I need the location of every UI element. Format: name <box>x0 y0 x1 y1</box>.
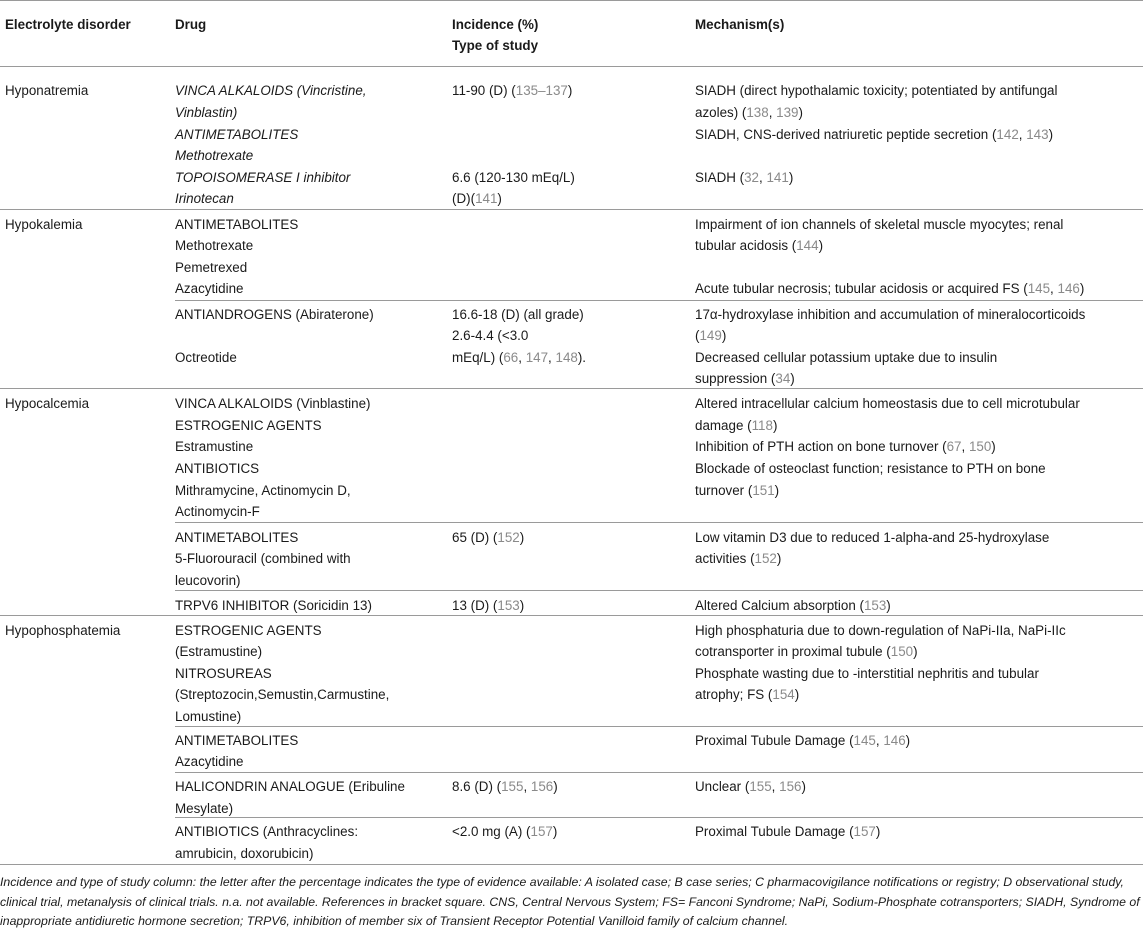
reference-link[interactable]: 147 <box>525 350 549 365</box>
cell-text: ) <box>553 779 558 794</box>
cell-mechanism <box>695 325 726 347</box>
cell-mechanism <box>695 458 1046 480</box>
cell-text: Proximal Tubule Damage ( <box>695 733 854 748</box>
cell-text: TRPV6 INHIBITOR (Soricidin 13) <box>175 598 372 613</box>
cell-text: ANTIBIOTICS <box>175 461 260 476</box>
reference-link[interactable]: 141 <box>766 170 789 185</box>
reference-link[interactable]: 66 <box>503 350 519 365</box>
reference-link[interactable]: 149 <box>699 328 722 343</box>
cell-text: ) <box>772 418 778 433</box>
subrow-rule <box>175 772 1143 773</box>
cell-text: , <box>1018 127 1027 142</box>
reference-link[interactable]: 32 <box>744 170 760 185</box>
cell-text: Azacytidine <box>175 281 244 296</box>
cell-text: (Estramustine) <box>175 644 263 659</box>
reference-link[interactable]: 157 <box>853 824 876 839</box>
cell-drug <box>175 570 241 592</box>
cell-text: turnover ( <box>695 483 753 498</box>
cell-text: Estramustine <box>175 439 254 454</box>
reference-link[interactable]: 142 <box>996 127 1019 142</box>
reference-link[interactable]: 146 <box>1057 281 1080 296</box>
cell-text: Azacytidine <box>175 754 244 769</box>
cell-drug <box>175 145 253 167</box>
cell-disorder <box>5 80 88 102</box>
cell-drug <box>175 776 405 798</box>
cell-text: ) <box>1048 127 1054 142</box>
reference-link[interactable]: 157 <box>530 824 553 839</box>
cell-text: ) <box>567 83 573 98</box>
cell-text: ) <box>886 598 891 613</box>
cell-mechanism <box>695 821 880 843</box>
cell-text: SIADH ( <box>695 170 745 185</box>
cell-drug <box>175 80 367 102</box>
cell-drug <box>175 480 351 502</box>
cell-disorder <box>5 214 82 236</box>
cell-drug <box>175 663 272 685</box>
cell-text: 13 (D) ( <box>452 598 498 613</box>
reference-link[interactable]: 152 <box>754 551 777 566</box>
cell-text: SIADH (direct hypothalamic toxicity; potentiated by antifungal <box>695 83 1058 98</box>
cell-text: ) <box>519 530 525 545</box>
cell-text: Methotrexate <box>175 148 254 163</box>
cell-text: Irinotecan <box>175 191 234 206</box>
cell-text: ) <box>721 328 727 343</box>
cell-text: ) <box>905 733 911 748</box>
header-electrolyte-disorder: Electrolyte disorder <box>5 17 131 32</box>
reference-link[interactable]: 148 <box>555 350 578 365</box>
cell-incidence <box>452 821 557 843</box>
cell-drug <box>175 527 298 549</box>
cell-text: , <box>759 170 767 185</box>
cell-text: ) <box>1079 281 1085 296</box>
cell-text: Hypokalemia <box>5 217 83 232</box>
cell-text: 5-Fluorouracil (combined with <box>175 551 351 566</box>
cell-text: ) <box>790 371 795 386</box>
cell-mechanism <box>695 278 1084 300</box>
cell-text: Low vitamin D3 due to reduced 1-alpha-and 25-hydroxylase <box>695 530 1050 545</box>
cell-disorder <box>5 620 120 642</box>
cell-text: Mithramycine, Actinomycin D, <box>175 483 351 498</box>
reference-link[interactable]: 156 <box>530 779 554 794</box>
cell-drug <box>175 436 253 458</box>
reference-link[interactable]: 139 <box>776 105 799 120</box>
cell-text: ) <box>991 439 996 454</box>
cell-drug <box>175 821 358 843</box>
cell-text: ). <box>577 350 587 365</box>
cell-text: , <box>523 779 531 794</box>
cell-text: (Streptozocin,Semustin,Carmustine, <box>175 687 390 702</box>
reference-link[interactable]: 138 <box>746 105 769 120</box>
row-rule <box>0 209 1143 210</box>
cell-text: ) <box>794 687 800 702</box>
cell-text: mEq/L) ( <box>452 350 504 365</box>
cell-text: <2.0 mg (A) ( <box>452 824 531 839</box>
cell-drug <box>175 843 313 865</box>
reference-link[interactable]: 143 <box>1026 127 1049 142</box>
cell-drug <box>175 257 247 279</box>
cell-drug <box>175 458 259 480</box>
cell-mechanism <box>695 368 795 390</box>
cell-mechanism <box>695 214 1063 236</box>
reference-link[interactable]: 150 <box>890 644 914 659</box>
cell-drug <box>175 278 243 300</box>
subrow-rule <box>175 300 1143 301</box>
cell-text: , <box>768 105 777 120</box>
cell-text: ) <box>788 170 794 185</box>
reference-link[interactable]: 144 <box>796 238 819 253</box>
header-drug: Drug <box>175 17 207 32</box>
cell-text: damage ( <box>695 418 752 433</box>
cell-text: Octreotide <box>175 350 237 365</box>
reference-link[interactable]: 155 <box>501 779 524 794</box>
cell-drug <box>175 620 322 642</box>
header-incidence-line1: Incidence (%) <box>452 17 539 32</box>
cell-mechanism <box>695 80 1057 102</box>
cell-drug <box>175 304 374 326</box>
cell-text: Lomustine) <box>175 709 242 724</box>
cell-text: NITROSUREAS <box>175 666 272 681</box>
reference-link[interactable]: 146 <box>883 733 906 748</box>
cell-text: 8.6 (D) ( <box>452 779 502 794</box>
reference-link[interactable]: 155 <box>749 779 772 794</box>
reference-link[interactable]: 154 <box>772 687 795 702</box>
cell-mechanism <box>695 436 996 458</box>
reference-link[interactable]: 145 <box>853 733 876 748</box>
cell-drug <box>175 684 389 706</box>
header-rule <box>0 66 1143 67</box>
header-incidence-line2: Type of study <box>452 38 539 53</box>
cell-mechanism <box>695 730 910 752</box>
cell-text: ) <box>552 824 558 839</box>
cell-incidence <box>452 776 558 798</box>
cell-text: ) <box>801 779 806 794</box>
cell-text: 2.6-4.4 (<3.0 <box>452 328 529 343</box>
cell-text: Hypocalcemia <box>5 396 90 411</box>
cell-text: ANTIMETABOLITES <box>175 127 299 142</box>
cell-text: Decreased cellular potassium uptake due to insulin <box>695 350 998 365</box>
cell-drug <box>175 347 237 369</box>
cell-mechanism <box>695 776 806 798</box>
cell-text: HALICONDRIN ANALOGUE (Eribuline <box>175 779 405 794</box>
cell-text: ) <box>774 483 780 498</box>
cell-text: , <box>875 733 884 748</box>
cell-incidence <box>452 80 572 102</box>
cell-drug <box>175 102 237 124</box>
cell-mechanism <box>695 347 997 369</box>
cell-text: suppression ( <box>695 371 776 386</box>
reference-link[interactable]: 156 <box>779 779 802 794</box>
cell-text: Methotrexate <box>175 238 254 253</box>
cell-drug <box>175 415 322 437</box>
cell-text: (D)( <box>452 191 476 206</box>
cell-text: ANTIANDROGENS (Abiraterone) <box>175 307 374 322</box>
cell-mechanism <box>695 684 799 706</box>
reference-link[interactable]: 153 <box>497 598 520 613</box>
cell-text: VINCA ALKALOIDS (Vinblastine) <box>175 396 371 411</box>
cell-text: Altered intracellular calcium homeostasis due to cell microtubular <box>695 396 1080 411</box>
cell-drug <box>175 393 371 415</box>
cell-incidence <box>452 188 502 210</box>
cell-text: Proximal Tubule Damage ( <box>695 824 854 839</box>
cell-mechanism <box>695 641 918 663</box>
reference-link[interactable]: 118 <box>751 418 773 433</box>
cell-drug <box>175 214 298 236</box>
reference-link[interactable]: 135–137 <box>515 83 568 98</box>
cell-text: , <box>518 350 526 365</box>
cell-text: activities ( <box>695 551 755 566</box>
cell-text: Vinblastin) <box>175 105 238 120</box>
cell-text: ) <box>818 238 824 253</box>
cell-text: TOPOISOMERASE I inhibitor <box>175 170 351 185</box>
cell-text: ANTIMETABOLITES <box>175 733 299 748</box>
cell-text: 65 (D) ( <box>452 530 498 545</box>
cell-text: , <box>771 779 780 794</box>
cell-drug <box>175 641 262 663</box>
cell-incidence <box>452 347 586 369</box>
row-rule <box>0 615 1143 616</box>
reference-link[interactable]: 152 <box>497 530 520 545</box>
cell-text: ESTROGENIC AGENTS <box>175 418 322 433</box>
cell-mechanism <box>695 595 891 617</box>
header-mechanism: Mechanism(s) <box>695 17 785 32</box>
reference-link[interactable]: 150 <box>968 439 992 454</box>
cell-text: Pemetrexed <box>175 260 248 275</box>
cell-mechanism <box>695 167 793 189</box>
cell-text: VINCA ALKALOIDS (Vincristine, <box>175 83 367 98</box>
cell-drug <box>175 167 350 189</box>
cell-text: Acute tubular necrosis; tubular acidosis or acquired FS ( <box>695 281 1028 296</box>
cell-text: 16.6-18 (D) (all grade) <box>452 307 584 322</box>
cell-text: SIADH, CNS-derived natriuretic peptide secretion ( <box>695 127 997 142</box>
cell-text: ) <box>776 551 782 566</box>
reference-link[interactable]: 141 <box>475 191 498 206</box>
cell-mechanism <box>695 527 1049 549</box>
cell-drug <box>175 188 234 210</box>
cell-text: , <box>1050 281 1058 296</box>
cell-mechanism <box>695 304 1085 326</box>
cell-drug <box>175 235 253 257</box>
cell-text: 6.6 (120-130 mEq/L) <box>452 170 575 185</box>
cell-mechanism <box>695 480 779 502</box>
cell-text: ) <box>875 824 881 839</box>
cell-text: Blockade of osteoclast function; resistance to PTH on bone <box>695 461 1046 476</box>
cell-text: Hyponatremia <box>5 83 89 98</box>
cell-text: Mesylate) <box>175 801 234 816</box>
cell-text: ( <box>695 328 700 343</box>
row-rule <box>0 388 1143 389</box>
cell-mechanism <box>695 393 1080 415</box>
cell-incidence <box>452 304 584 326</box>
cell-text: atrophy; FS ( <box>695 687 773 702</box>
top-rule <box>0 0 1143 1</box>
cell-drug <box>175 706 241 728</box>
cell-text: Inhibition of PTH action on bone turnover ( <box>695 439 947 454</box>
cell-text: Unclear ( <box>695 779 750 794</box>
cell-text: Actinomycin-F <box>175 504 260 519</box>
cell-text: Impairment of ion channels of skeletal muscle myocytes; renal <box>695 217 1064 232</box>
cell-drug <box>175 730 298 752</box>
cell-text: Phosphate wasting due to -interstitial nephritis and tubular <box>695 666 1039 681</box>
cell-text: azoles) ( <box>695 105 747 120</box>
reference-link[interactable]: 145 <box>1027 281 1051 296</box>
cell-text: ANTIMETABOLITES <box>175 530 299 545</box>
subrow-rule <box>175 522 1143 523</box>
cell-text: ) <box>519 598 525 613</box>
cell-text: ANTIMETABOLITES <box>175 217 299 232</box>
cell-incidence <box>452 325 528 347</box>
cell-text: ) <box>798 105 803 120</box>
cell-text: High phosphaturia due to down-regulation of NaPi-IIa, NaPi-IIc <box>695 623 1066 638</box>
cell-text: cotransporter in proximal tubule ( <box>695 644 891 659</box>
cell-text: amrubicin, doxorubicin) <box>175 846 314 861</box>
cell-incidence <box>452 595 524 617</box>
cell-text: Altered Calcium absorption ( <box>695 598 864 613</box>
subrow-rule <box>175 817 1143 818</box>
cell-text: 17α-hydroxylase inhibition and accumulation of mineralocorticoids <box>695 307 1086 322</box>
cell-text: ) <box>497 191 502 206</box>
reference-link[interactable]: 151 <box>752 483 775 498</box>
cell-drug <box>175 548 351 570</box>
cell-text: leucovorin) <box>175 573 241 588</box>
cell-drug <box>175 751 243 773</box>
reference-link[interactable]: 34 <box>775 371 791 386</box>
reference-link[interactable]: 67 <box>946 439 962 454</box>
cell-drug <box>175 124 298 146</box>
bottom-rule <box>0 864 1143 865</box>
cell-drug <box>175 595 372 617</box>
cell-incidence <box>452 167 575 189</box>
cell-text: ESTROGENIC AGENTS <box>175 623 322 638</box>
cell-text: ANTIBIOTICS (Anthracyclines: <box>175 824 359 839</box>
cell-text: tubular acidosis ( <box>695 238 797 253</box>
cell-mechanism <box>695 124 1053 146</box>
cell-text: 11-90 (D) ( <box>452 83 516 98</box>
cell-disorder <box>5 393 89 415</box>
cell-text: ) <box>913 644 918 659</box>
cell-mechanism <box>695 102 803 124</box>
cell-text: , <box>548 350 556 365</box>
subrow-rule <box>175 590 1143 591</box>
reference-link[interactable]: 153 <box>863 598 887 613</box>
cell-mechanism <box>695 548 781 570</box>
header-incidence <box>452 14 538 56</box>
cell-mechanism <box>695 620 1066 642</box>
cell-text: , <box>961 439 969 454</box>
cell-drug <box>175 501 260 523</box>
cell-mechanism <box>695 415 777 437</box>
cell-incidence <box>452 527 524 549</box>
cell-mechanism <box>695 663 1039 685</box>
cell-mechanism <box>695 235 823 257</box>
subrow-rule <box>175 726 1143 727</box>
table-footnote: Incidence and type of study column: the letter after the percentage indicates the type of evidence available: A isolated case; B case series; C pharmacovigilance notifications or registry; D observational study, clinical trial, metanalysis of clinical trials. n.a. not available. References in bracket square. CNS, Central Nervous System; FS= Fanconi Syndrome; NaPi, Sodium-Phosphate cotransporters; SIADH, Syndrome of inappropriate antidiuretic hormone secretion; TRPV6, inhibition of member six of Transient Receptor Potential Vanilloid family of calcium channel. <box>0 875 1140 929</box>
cell-text: Hypophosphatemia <box>5 623 121 638</box>
